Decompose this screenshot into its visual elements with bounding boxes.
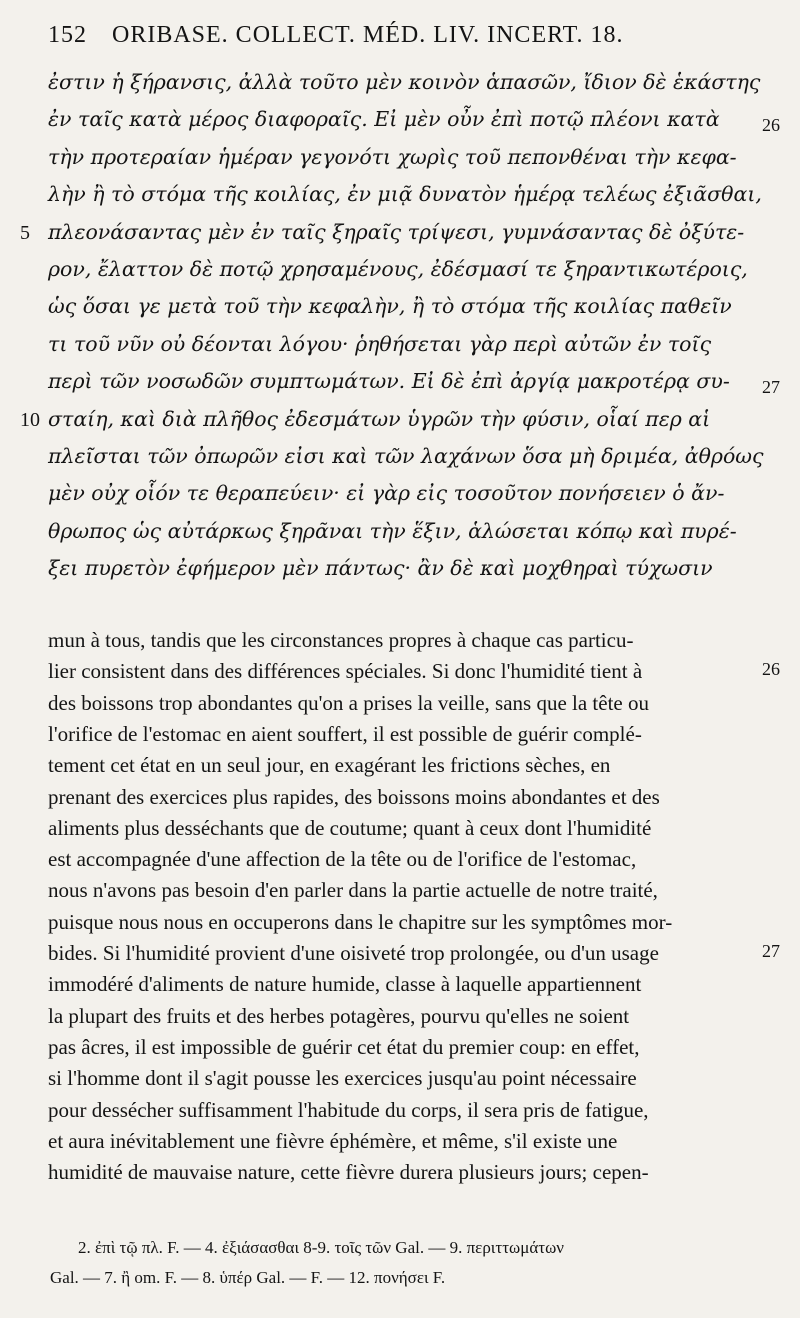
french-line: nous n'avons pas besoin d'en parler dans la partie actuelle de notre traité, — [48, 878, 658, 903]
french-line: puisque nous nous en occuperons dans le chapitre sur les symptômes mor- — [48, 909, 673, 934]
greek-line: ξει πυρετὸν ἐφήμερον μὲν πάντως· ἂν δὲ καὶ μοχθηραὶ τύχωσιν — [48, 556, 713, 581]
footnote-line: Gal. — 7. ἢ om. F. — 8. ὑπέρ Gal. — F. — 12. πονήσει F. — [50, 1268, 446, 1287]
greek-line: τι τοῦ νῦν οὐ δέονται λόγου· ῥηθήσεται γὰρ περὶ αὐτῶν ἐν τοῖς — [48, 331, 712, 356]
french-line: des boissons trop abondantes qu'on a prises la veille, sans que la tête ou — [48, 690, 649, 715]
margin-section-number: 26 — [762, 115, 780, 136]
french-line: pas âcres, il est impossible de guérir cet état du premier coup: en effet, — [48, 1034, 640, 1059]
margin-section-number: 26 — [762, 659, 780, 680]
greek-line: ἐστιν ἡ ξήρανσις, ἀλλὰ τοῦτο μὲν κοινὸν ἁπασῶν, ἴδιον δὲ ἑκάστης — [48, 70, 761, 94]
french-line: l'orifice de l'estomac en aient souffert, il est possible de guérir complé- — [48, 721, 642, 746]
footnote-line: 2. ἐπὶ τῷ πλ. F. — 4. ἐξιάσασθαι 8-9. τοῖς τῶν Gal. — 9. περιττωμάτων — [78, 1238, 564, 1257]
greek-line: ὡς ὅσαι γε μετὰ τοῦ τὴν κεφαλὴν, ἢ τὸ στόμα τῆς κοιλίας παθεῖν — [48, 294, 732, 319]
greek-line: περὶ τῶν νοσωδῶν συμπτωμάτων. Εἰ δὲ ἐπὶ ἀργίᾳ μακροτέρᾳ συ- — [48, 369, 730, 394]
margin-section-number: 27 — [762, 377, 780, 398]
french-line: prenant des exercices plus rapides, des boissons moins abondantes et des — [48, 784, 660, 809]
greek-line: ἐν ταῖς κατὰ μέρος διαφοραῖς. Εἰ μὲν οὖν ἐπὶ ποτῷ πλέονι κατὰ — [48, 107, 720, 132]
french-line: humidité de mauvaise nature, cette fièvre durera plusieurs jours; cepen- — [48, 1160, 649, 1185]
page-header — [48, 22, 624, 49]
french-line: et aura inévitablement une fièvre éphémère, et même, s'il existe une — [48, 1128, 618, 1153]
greek-line: πλεῖσται τῶν ὀπωρῶν εἰσι καὶ τῶν λαχάνων ὅσα μὴ δριμέα, ἀθρόως — [48, 444, 764, 468]
french-line: immodéré d'aliments de nature humide, classe à laquelle appartiennent — [48, 972, 642, 997]
footnote-separator — [48, 1212, 760, 1213]
french-line: tement cet état en un seul jour, en exagérant les frictions sèches, en — [48, 753, 611, 778]
french-line: aliments plus desséchants que de coutume; quant à ceux dont l'humidité — [48, 815, 652, 840]
french-line: mun à tous, tandis que les circonstances propres à chaque cas particu- — [48, 628, 634, 652]
margin-section-number: 27 — [762, 941, 780, 961]
greek-line: τὴν προτεραίαν ἡμέραν γεγονότι χωρὶς τοῦ πεπονθέναι τὴν κεφα- — [48, 144, 737, 169]
greek-line: ρον, ἔλαττον δὲ ποτῷ χρησαμένους, ἐδέσμασί τε ξηραντικωτέροις, — [48, 257, 748, 281]
french-line: bides. Si l'humidité provient d'une oisiveté trop prolongée, ou d'un usage — [48, 941, 659, 965]
french-line: lier consistent dans des différences spéciales. Si donc l'humidité tient à — [48, 659, 643, 684]
page-number: 152 — [48, 22, 87, 48]
french-line: est accompagnée d'une affection de la tête ou de l'orifice de l'estomac, — [48, 847, 637, 872]
french-line: pour dessécher suffisamment l'habitude du corps, il sera pris de fatigue, — [48, 1097, 649, 1122]
greek-line: λὴν ἢ τὸ στόμα τῆς κοιλίας, ἐν μιᾷ δυνατὸν ἡμέρᾳ τελέως ἐξιᾶσθαι, — [48, 182, 762, 207]
french-line: la plupart des fruits et des herbes potagères, pourvu qu'elles ne soient — [48, 1003, 630, 1028]
line-number: 10 — [20, 408, 40, 431]
french-line: si l'homme dont il s'agit pousse les exercices jusqu'au point nécessaire — [48, 1066, 637, 1091]
greek-line: μὲν οὐχ οἷόν τε θεραπεύειν· εἰ γὰρ εἰς τοσοῦτον πονήσειεν ὁ ἄν- — [48, 481, 725, 506]
greek-line: σταίη, καὶ διὰ πλῆθος ἐδεσμάτων ὑγρῶν τὴν φύσιν, οἷαί περ αἱ — [48, 406, 711, 431]
running-title: ORIBASE. COLLECT. MÉD. LIV. INCERT. 18. — [112, 22, 624, 48]
greek-line: πλεονάσαντας μὲν ἐν ταῖς ξηραῖς τρίψεσι, γυμνάσαντας δὲ ὀξύτε- — [48, 219, 745, 244]
line-number: 5 — [20, 221, 30, 244]
greek-line: θρωπος ὡς αὐτάρκως ξηρᾶναι τὴν ἕξιν, ἁλώσεται κόπῳ καὶ πυρέ- — [48, 518, 737, 543]
